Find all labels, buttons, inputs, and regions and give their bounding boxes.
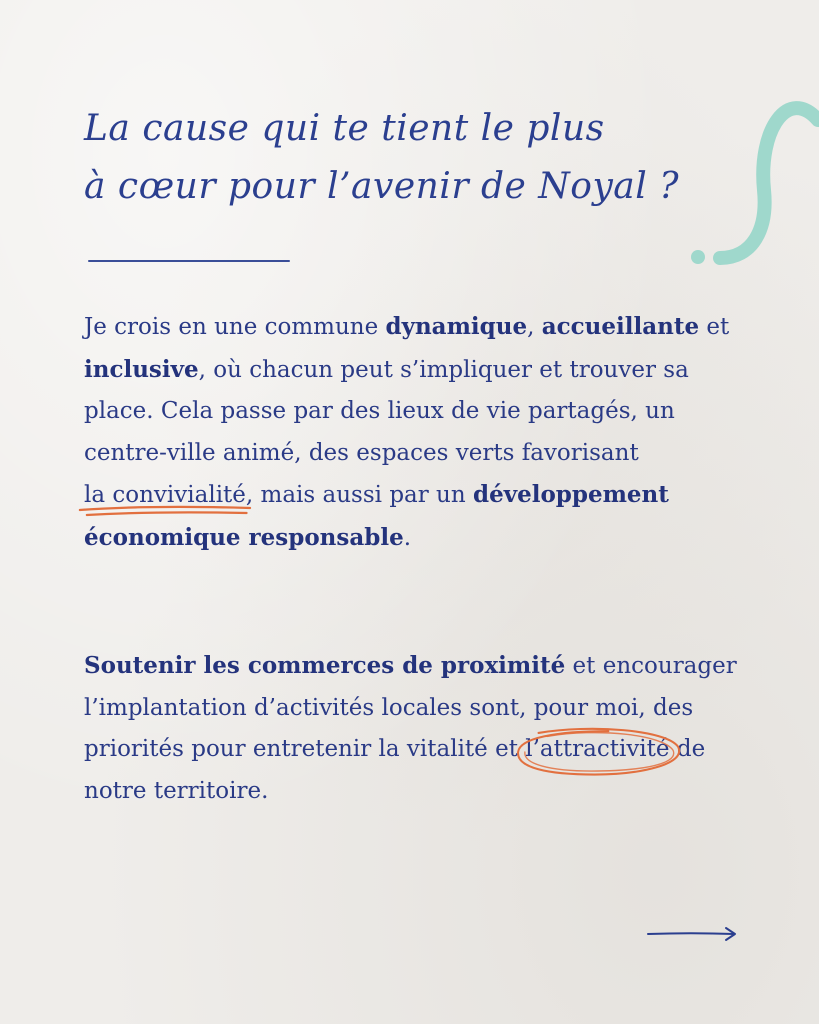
p1-text-2: , [527,314,542,340]
title-divider [88,260,290,262]
mint-squiggle-decoration [680,90,819,270]
paragraph-1 [84,306,764,559]
title-line-1: La cause qui te tient le plus [84,108,605,149]
p2-circled-phrase [525,736,669,762]
paragraph-2 [84,645,764,812]
p1-underlined-phrase [84,482,246,508]
p2-text-2: de notre territoire. [84,736,706,804]
p1-bold-inclusive: inclusive [84,355,199,383]
p1-bold-developpement: développement économique responsable [84,481,669,551]
p2-text-1: et encourager l’implantation d’activités locales sont, pour moi, des priorités pour entretenir la vitalité et [84,653,737,762]
p1-bold-dynamique: dynamique [385,313,528,340]
p1-text-1: Je crois en une commune [84,314,386,340]
p1-bold-accueillante: accueillante [541,313,700,340]
p2-circled-text: l’attractivité [525,736,670,762]
title-line-2: à cœur pour l’avenir de Noyal ? [84,166,679,207]
p1-text-6: . [403,524,412,551]
p1-underlined-text: la convivialité [84,482,246,508]
arrow-right-icon[interactable] [646,924,740,944]
p2-bold-commerces: Soutenir les commerces de proximité [84,652,566,679]
p1-text-3: et [699,314,730,340]
page-title [84,100,704,216]
p1-text-4: , où chacun peut s’impliquer et trouver sa place. Cela passe par des lieux de vie partagés, un centre-ville animé, des espaces verts favorisant [84,356,689,466]
p1-text-5: , mais aussi par un [245,482,473,508]
